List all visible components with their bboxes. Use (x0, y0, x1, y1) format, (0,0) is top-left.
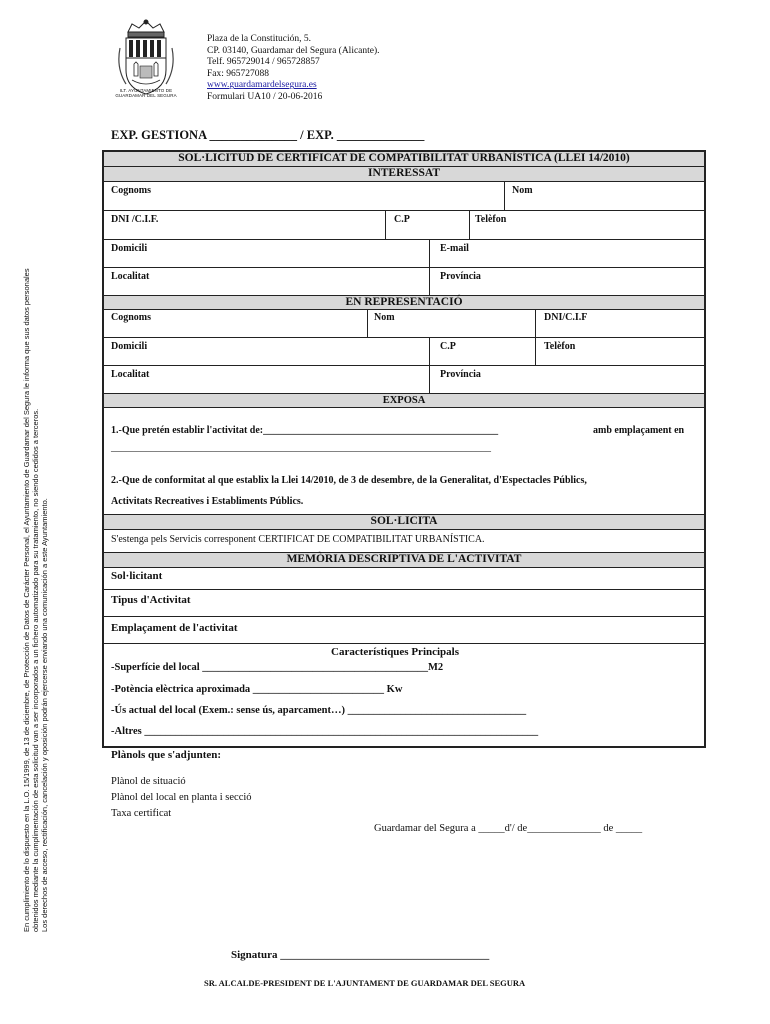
rep-cognoms-label: Cognoms (111, 312, 152, 323)
form-code: Formulari UA10 / 20-06-2016 (207, 91, 323, 102)
nom-label: Nom (512, 185, 533, 196)
sollicita-certificate-name: CERTIFICAT DE COMPATIBILITAT URBANÍSTICA (258, 534, 483, 545)
superficie-line[interactable]: -Superfície del local ___________________________________________M2 (111, 662, 444, 673)
section-interessat-heading: INTERESSAT (104, 167, 704, 182)
section-memoria-heading: MEMÒRIA DESCRIPTIVA DE L'ACTIVITAT (104, 553, 704, 568)
memoria-sollicitant-field[interactable] (104, 568, 704, 590)
section-exposa-heading: EXPOSA (104, 394, 704, 408)
website-link[interactable]: www.guardamardelsegura.es (207, 80, 317, 91)
provincia-label: Província (440, 271, 481, 282)
sollicita-text-part: S'estenga pels Servicis corresponent (111, 534, 259, 545)
interessat-row-dni (104, 211, 704, 240)
representacio-row-domicili (104, 338, 704, 366)
plans-heading: Plànols que s'adjunten: (111, 749, 222, 761)
crest-caption-line: ILT. AYUNTAMIENTO DE (119, 88, 173, 93)
exposa-body[interactable] (104, 408, 704, 515)
rep-nom-label: Nom (374, 312, 395, 323)
representacio-row-localitat (104, 366, 704, 394)
plan-item: Plànol del local en planta i secció (111, 792, 252, 803)
altres-line[interactable]: -Altres ___________________________________________________________________________ (111, 726, 539, 737)
request-form-table (102, 150, 706, 748)
exposa-location-line[interactable]: ____________________________________________________________________________ (111, 442, 491, 453)
exposa-activity-line[interactable]: 1.-Que pretén establir l'activitat de:_______________________________________________ (111, 425, 499, 436)
sollicita-body (104, 530, 704, 553)
rep-localitat-field[interactable] (104, 366, 430, 393)
localitat-label: Localitat (111, 271, 150, 282)
header-address-block (207, 34, 380, 104)
plan-item: Taxa certificat (111, 808, 172, 819)
data-protection-notice (22, 172, 50, 932)
localitat-field[interactable] (104, 268, 430, 295)
notice-line: obtenidos mediante la cumplimentación de esta solicitud van a ser incorporados a un fichero automatizado para su tratamiento, no siendo cedidos a terceros. (31, 408, 41, 932)
crest-caption (106, 88, 186, 98)
crest-caption-line: GUARDAMAR DEL SEGURA (115, 93, 177, 98)
us-actual-line[interactable]: -Ús actual del local (Exem.: sense ús, aparcament…) __________________________________ (111, 705, 527, 716)
rep-provincia-label: Província (440, 369, 481, 380)
rep-localitat-label: Localitat (111, 369, 150, 380)
memoria-characteristics (104, 644, 704, 746)
interessat-row-cognoms (104, 182, 704, 211)
telefon-label: Telèfon (475, 214, 507, 225)
plan-item: Plànol de situació (111, 776, 186, 787)
memoria-sollicitant-label: Sol·licitant (111, 570, 163, 582)
email-field[interactable] (430, 240, 704, 267)
address-line: CP. 03140, Guardamar del Segura (Alicante). (207, 45, 380, 56)
memoria-tipus-label: Tipus d'Activitat (111, 594, 191, 606)
email-label: E-mail (440, 243, 469, 254)
representacio-row-cognoms (104, 310, 704, 338)
nom-field[interactable] (505, 182, 704, 210)
rep-domicili-field[interactable] (104, 338, 430, 365)
interessat-row-localitat (104, 268, 704, 296)
section-representacio-heading: EN REPRESENTACIÓ (104, 296, 704, 310)
memoria-emplacament-label: Emplaçament de l'activitat (111, 622, 238, 634)
signature-line[interactable]: Signatura ______________________________________ (231, 949, 490, 961)
domicili-field[interactable] (104, 240, 430, 267)
sollicita-text (111, 534, 485, 545)
memoria-tipus-field[interactable] (104, 590, 704, 617)
exposa-location-label: amb emplaçament en (593, 425, 685, 436)
exp-gestiona-line[interactable]: EXP. GESTIONA ______________ / EXP. ______________ (111, 128, 425, 142)
exposa-law-line1: 2.-Que de conformitat al que establix la Llei 14/2010, de 3 de desembre, de la Generalitat, d'Espectacles Públics, (111, 475, 587, 486)
notice-line: En cumplimiento de lo dispuesto en la L.O. 15/1999, de 13 de diciembre, de Protección de Datos de Carácter Personal, el Ayuntamiento de Guardamar del Segura le informa que sus datos personales (22, 268, 31, 932)
date-line[interactable]: Guardamar del Segura a _____d'/ de______________ de _____ (374, 823, 643, 834)
dni-label: DNI /C.I.F. (111, 214, 159, 225)
potencia-line[interactable]: -Potència elèctrica aproximada _________________________ Kw (111, 684, 403, 695)
form-title: SOL·LICITUD DE CERTIFICAT DE COMPATIBILITAT URBANÍSTICA (LLEI 14/2010) (104, 152, 704, 167)
section-sollicita-heading: SOL·LICITA (104, 515, 704, 530)
addressee-line: SR. ALCALDE-PRESIDENT DE L'AJUNTAMENT DE GUARDAMAR DEL SEGURA (204, 978, 526, 988)
rep-telefon-label: Telèfon (544, 341, 576, 352)
cognoms-field[interactable] (104, 182, 505, 210)
fax-line: Fax: 965727088 (207, 68, 270, 79)
memoria-emplacament-field[interactable] (104, 617, 704, 644)
rep-domicili-label: Domicili (111, 341, 148, 352)
rep-dni-label: DNI/C.I.F (544, 312, 588, 323)
address-line: Plaza de la Constitución, 5. (207, 34, 311, 44)
exposa-law-line2: Activitats Recreatives i Establiments Públics. (111, 496, 304, 507)
interessat-row-domicili (104, 240, 704, 268)
rep-cp-label: C.P (440, 341, 456, 352)
characteristics-heading: Característiques Principals (331, 646, 460, 658)
notice-line: Los derechos de acceso, rectificación, cancelación y oposición podrán ejercerse enviando una comunicación a este Ayuntamiento. (40, 498, 50, 932)
phone-line: Telf. 965729014 / 965728857 (207, 57, 320, 68)
sollicita-text-end: . (482, 534, 485, 545)
cp-label: C.P (394, 214, 410, 225)
domicili-label: Domicili (111, 243, 148, 254)
cognoms-label: Cognoms (111, 185, 152, 196)
